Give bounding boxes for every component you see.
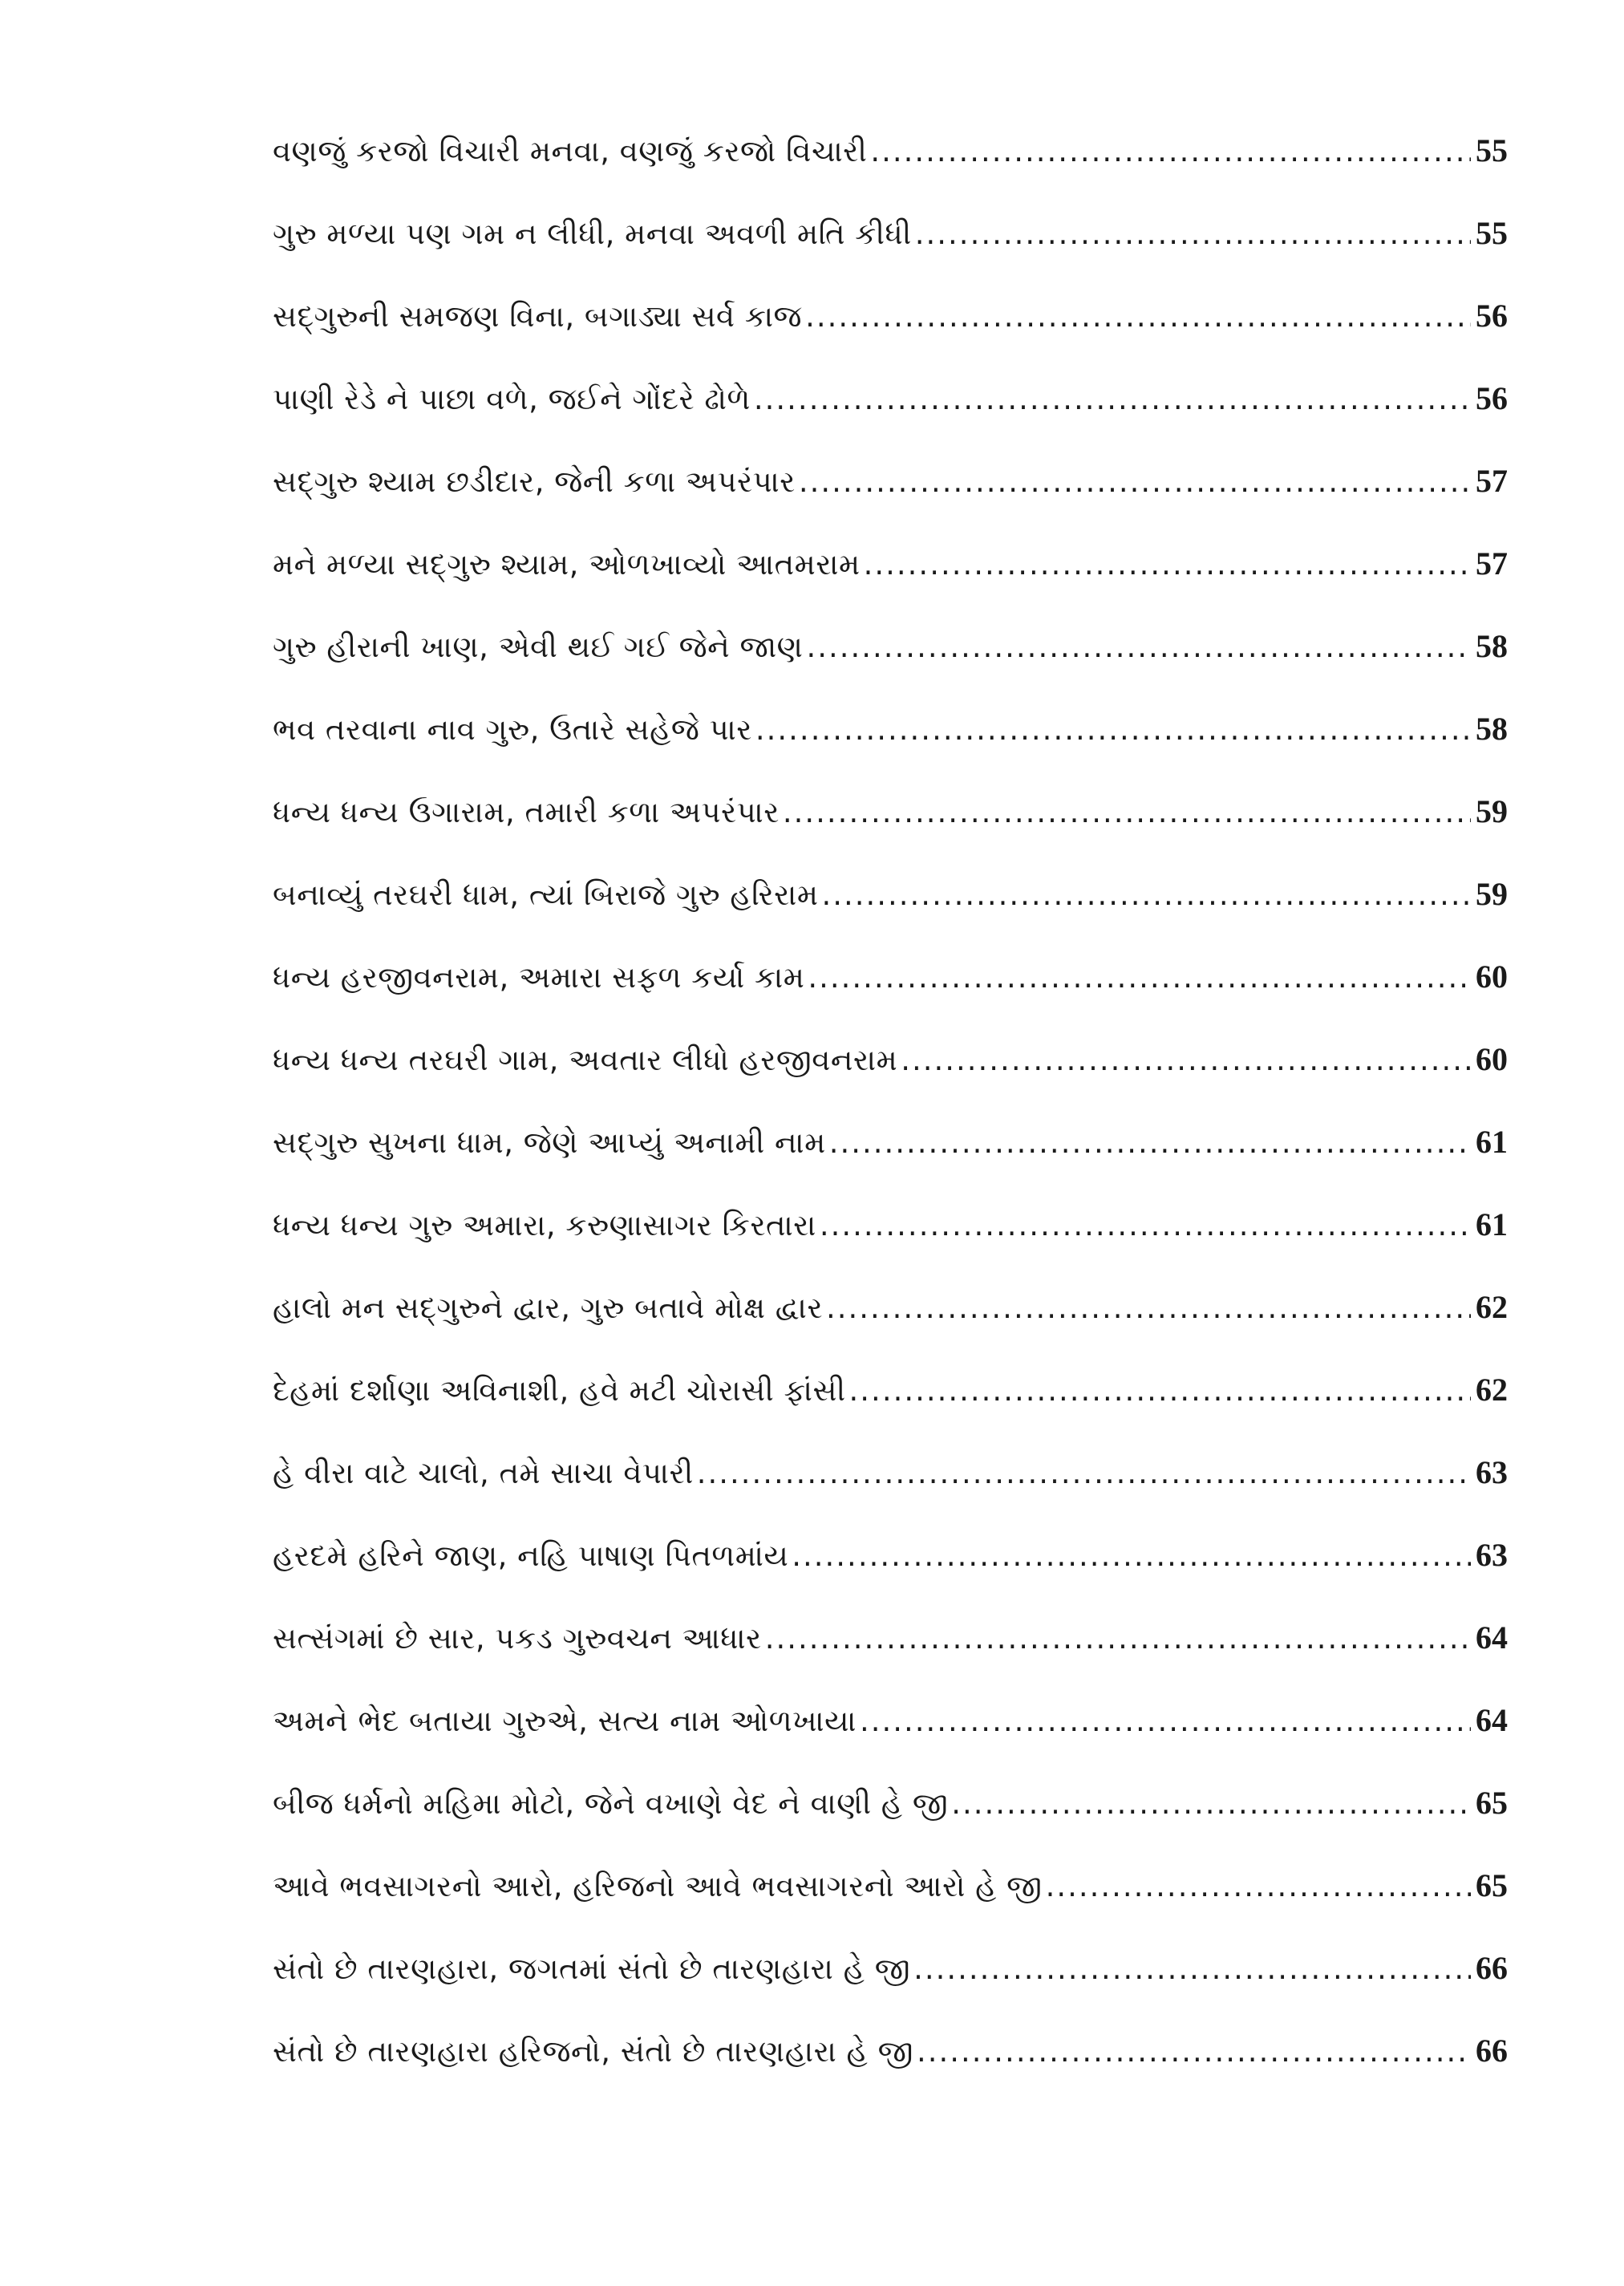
toc-entry-title: બનાવ્યું તરઘરી ધામ, ત્યાં બિરાજે ગુરુ હરિરામ (273, 878, 819, 912)
toc-entry (273, 1866, 1508, 1949)
toc-entry-title: ધન્ય ધન્ય ઉગારામ, તમારી કળા અપરંપાર (273, 795, 780, 829)
toc-dot-leader (799, 464, 1471, 499)
toc-entry-title: બીજ ધર્મનો મહિમા મોટો, જેને વખાણે વેદ ને વાણી હે જી (273, 1786, 949, 1821)
toc-dot-leader (915, 217, 1471, 251)
toc-entry-title: સદ્‌ગુરુ સુખના ધામ, જેણે આપ્યું અનામી નામ (273, 1125, 826, 1160)
toc-entry-page-number: 57 (1476, 545, 1508, 582)
toc-entry-title: ધન્ય ધન્ય તરઘરી ગામ, અવતાર લીધો હરજીવનરામ (273, 1043, 898, 1077)
toc-entry-page-number: 62 (1476, 1289, 1508, 1325)
toc-entry-page-number: 66 (1476, 2033, 1508, 2069)
toc-entry (273, 1288, 1508, 1371)
toc-dot-leader (917, 2034, 1471, 2069)
toc-entry-title: ધન્ય હરજીવનરામ, અમારા સફળ કર્યા કામ (273, 960, 805, 995)
toc-dot-leader (849, 1373, 1471, 1408)
toc-entry-title: દેહમાં દર્શાણા અવિનાશી, હવે મટી ચોરાસી ફાંસી (273, 1373, 846, 1408)
toc-dot-leader (808, 960, 1471, 995)
toc-entry (273, 1371, 1508, 1453)
toc-entry (273, 132, 1508, 214)
toc-entry (273, 545, 1508, 627)
toc-dot-leader (821, 878, 1471, 912)
toc-entry-page-number: 56 (1476, 298, 1508, 334)
toc-entry-page-number: 60 (1476, 959, 1508, 995)
toc-entry-title: હાલો મન સદ્‌ગુરુને દ્વાર, ગુરુ બતાવે મોક્ષ દ્વાર (273, 1291, 823, 1325)
toc-entry-page-number: 63 (1476, 1537, 1508, 1573)
toc-entry-page-number: 56 (1476, 380, 1508, 416)
toc-dot-leader (860, 1704, 1471, 1738)
toc-dot-leader (913, 1952, 1471, 1986)
toc-entry (273, 1040, 1508, 1123)
toc-entry (273, 792, 1508, 875)
toc-dot-leader (826, 1291, 1471, 1325)
toc-entry-page-number: 55 (1476, 215, 1508, 251)
toc-entry-title: સંતો છે તારણહારા, જગતમાં સંતો છે તારણહારા હે જી (273, 1952, 911, 1986)
toc-entry-page-number: 58 (1476, 628, 1508, 664)
toc-dot-leader (901, 1043, 1471, 1077)
toc-dot-leader (806, 630, 1471, 664)
toc-entry-title: મને મળ્યા સદ્‌ગુરુ શ્યામ, ઓળખાવ્યો આતમરામ (273, 547, 861, 582)
toc-entry (273, 958, 1508, 1040)
toc-entry-title: સત્સંગમાં છે સાર, પકડ ગુરુવચન આધાર (273, 1621, 762, 1656)
toc-dot-leader (792, 1538, 1471, 1573)
toc-entry-title: ભવ તરવાના નાવ ગુરુ, ઉતારે સહેજે પાર (273, 712, 752, 747)
toc-entry (273, 1123, 1508, 1206)
toc-entry (273, 379, 1508, 462)
toc-entry-title: આવે ભવસાગરનો આરો, હરિજનો આવે ભવસાગરનો આરો હે જી (273, 1869, 1043, 1903)
toc-entry (273, 710, 1508, 792)
toc-entry-page-number: 59 (1476, 876, 1508, 912)
toc-entry (273, 214, 1508, 297)
toc-entry (273, 2032, 1508, 2114)
toc-entry-title: સદ્‌ગુરુ શ્યામ છડીદાર, જેની કળા અપરંપાર (273, 464, 796, 499)
toc-dot-leader (754, 382, 1471, 416)
toc-entry-page-number: 61 (1476, 1124, 1508, 1160)
toc-entry (273, 1949, 1508, 2032)
toc-dot-leader (864, 547, 1471, 582)
toc-entry-page-number: 57 (1476, 463, 1508, 499)
toc-dot-leader (1046, 1869, 1471, 1903)
toc-dot-leader (870, 134, 1471, 168)
toc-entry (273, 297, 1508, 379)
toc-dot-leader (805, 299, 1471, 334)
toc-entry (273, 1784, 1508, 1866)
toc-entry (273, 1536, 1508, 1619)
toc-entry-page-number: 65 (1476, 1785, 1508, 1821)
toc-entry-title: હે વીરા વાટે ચાલો, તમે સાચા વેપારી (273, 1456, 694, 1490)
toc-entry-title: વણજું કરજો વિચારી મનવા, વણજું કરજો વિચારી (273, 134, 868, 168)
toc-entry-title: ગુરુ મળ્યા પણ ગમ ન લીધી, મનવા અવળી મતિ કીધી (273, 217, 912, 251)
table-of-contents (273, 132, 1508, 2114)
toc-entry-title: હરદમે હરિને જાણ, નહિ પાષાણ પિતળમાંય (273, 1538, 789, 1573)
toc-entry-page-number: 64 (1476, 1619, 1508, 1656)
toc-dot-leader (765, 1621, 1471, 1656)
toc-entry (273, 1453, 1508, 1536)
toc-dot-leader (783, 795, 1471, 829)
toc-dot-leader (697, 1456, 1471, 1490)
toc-entry-page-number: 55 (1476, 132, 1508, 168)
toc-entry-title: ધન્ય ધન્ય ગુરુ અમારા, કરુણાસાગર કિરતારા (273, 1208, 816, 1242)
toc-entry (273, 1701, 1508, 1784)
toc-entry-page-number: 63 (1476, 1454, 1508, 1490)
toc-entry (273, 462, 1508, 545)
toc-entry-page-number: 58 (1476, 711, 1508, 747)
toc-entry-title: અમને ભેદ બતાયા ગુરુએ, સત્ય નામ ઓળખાયા (273, 1704, 857, 1738)
toc-entry-title: ગુરુ હીરાની ખાણ, એવી થઈ ગઈ જેને જાણ (273, 630, 804, 664)
toc-entry (273, 875, 1508, 958)
toc-entry (273, 1619, 1508, 1701)
toc-entry-title: સદ્‌ગુરુની સમજણ વિના, બગાડ્યા સર્વ કાજ (273, 299, 803, 334)
toc-dot-leader (820, 1208, 1471, 1242)
toc-entry (273, 627, 1508, 710)
toc-entry (273, 1206, 1508, 1288)
toc-entry-title: પાણી રેડે ને પાછા વળે, જઈને ગોંદરે ઢોળે (273, 382, 751, 416)
toc-entry-page-number: 65 (1476, 1867, 1508, 1903)
toc-entry-page-number: 60 (1476, 1041, 1508, 1077)
toc-entry-page-number: 66 (1476, 1950, 1508, 1986)
toc-entry-title: સંતો છે તારણહારા હરિજનો, સંતો છે તારણહારા હે જી (273, 2034, 913, 2069)
toc-entry-page-number: 62 (1476, 1372, 1508, 1408)
toc-dot-leader (829, 1125, 1471, 1160)
toc-dot-leader (755, 712, 1471, 747)
toc-entry-page-number: 59 (1476, 793, 1508, 829)
toc-dot-leader (951, 1786, 1471, 1821)
toc-entry-page-number: 64 (1476, 1702, 1508, 1738)
toc-entry-page-number: 61 (1476, 1206, 1508, 1242)
